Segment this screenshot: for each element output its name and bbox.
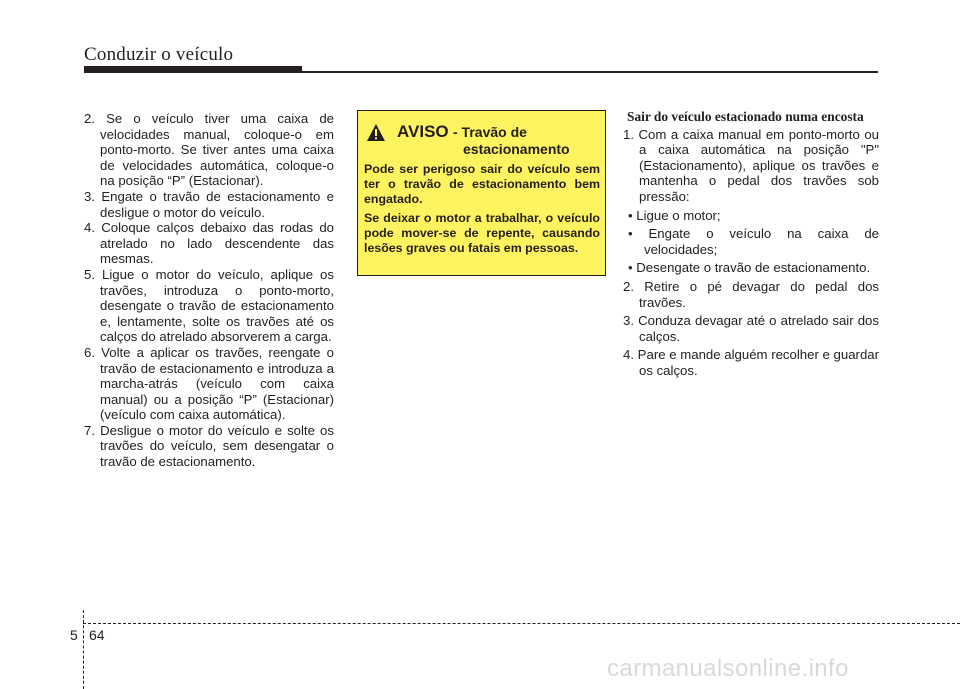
warning-label: AVISO: [397, 122, 449, 141]
footer-divider: [83, 610, 84, 689]
section-heading: Sair do veículo estacionado numa encosta: [627, 109, 864, 124]
warning-title-line1: - Travão de: [453, 124, 527, 140]
warning-box: [357, 110, 606, 276]
page-number: 64: [89, 627, 105, 643]
page-header-title: Conduzir o veículo: [84, 44, 234, 65]
step-3: 3. Engate o travão de estacionamento e desligue o motor do veículo.: [84, 188, 334, 220]
step-2: 2. Se o veículo tiver uma caixa de velocidades manual, coloque-o em ponto-morto. Se tiver antes uma caixa de velocidades automática, coloque-o na posição “P” (Estacionar).: [84, 111, 334, 189]
header-rule-thick: [84, 66, 302, 73]
step-4: 4. Pare e mande alguém recolher e guardar os calços.: [623, 347, 879, 378]
left-column: [84, 111, 334, 470]
warning-body: [364, 162, 600, 259]
step-2: 2. Retire o pé devagar do pedal dos travões.: [623, 278, 879, 310]
right-column: [623, 109, 879, 382]
step-6: 6. Volte a aplicar os travões, reengate o travão de estacionamento e introduza a marcha-atrás (veículo com caixa manual) ou a posição “P” (Estacionar) (veículo com caixa automática).: [84, 344, 334, 423]
step-3: 3. Conduza devagar até o atrelado sair dos calços.: [623, 313, 879, 344]
step-1: 1. Com a caixa manual em ponto-morto ou a caixa automática na posição "P" (Estacionamento), aplique os travões e mantenha o pedal dos travões sob pressão:: [623, 126, 879, 204]
warning-header: [364, 119, 600, 159]
bullet-item: • Ligue o motor;: [628, 207, 721, 223]
warning-paragraph: Se deixar o motor a trabalhar, o veículo pode mover-se de repente, causando lesões graves ou fatais em pessoas.: [364, 210, 600, 256]
step-5: 5. Ligue o motor do veículo, aplique os travões, introduza o ponto-morto, desengate o travão de estacionamento e, lentamente, solte os travões até os calços do atrelado absorverem a carga.: [84, 266, 334, 345]
warning-title: [453, 124, 603, 158]
watermark: carmanualsonline.info: [607, 655, 849, 682]
footer-rule: [83, 623, 960, 624]
chapter-number: 5: [70, 627, 78, 643]
bullet-item: • Engate o veículo na caixa de velocidades;: [628, 226, 879, 257]
step-4: 4. Coloque calços debaixo das rodas do atrelado no lado descendente das mesmas.: [84, 220, 334, 267]
warning-triangle-icon: [366, 123, 386, 142]
bullet-item: • Desengate o travão de estacionamento.: [628, 260, 871, 276]
step-7: 7. Desligue o motor do veículo e solte os travões do veículo, sem desengatar o travão de estacionamento.: [84, 422, 334, 470]
warning-title-line2: estacionamento: [463, 141, 570, 157]
header-rule-thin: [302, 71, 878, 73]
warning-paragraph: Pode ser perigoso sair do veículo sem ter o travão de estacionamento bem engatado.: [364, 162, 600, 207]
